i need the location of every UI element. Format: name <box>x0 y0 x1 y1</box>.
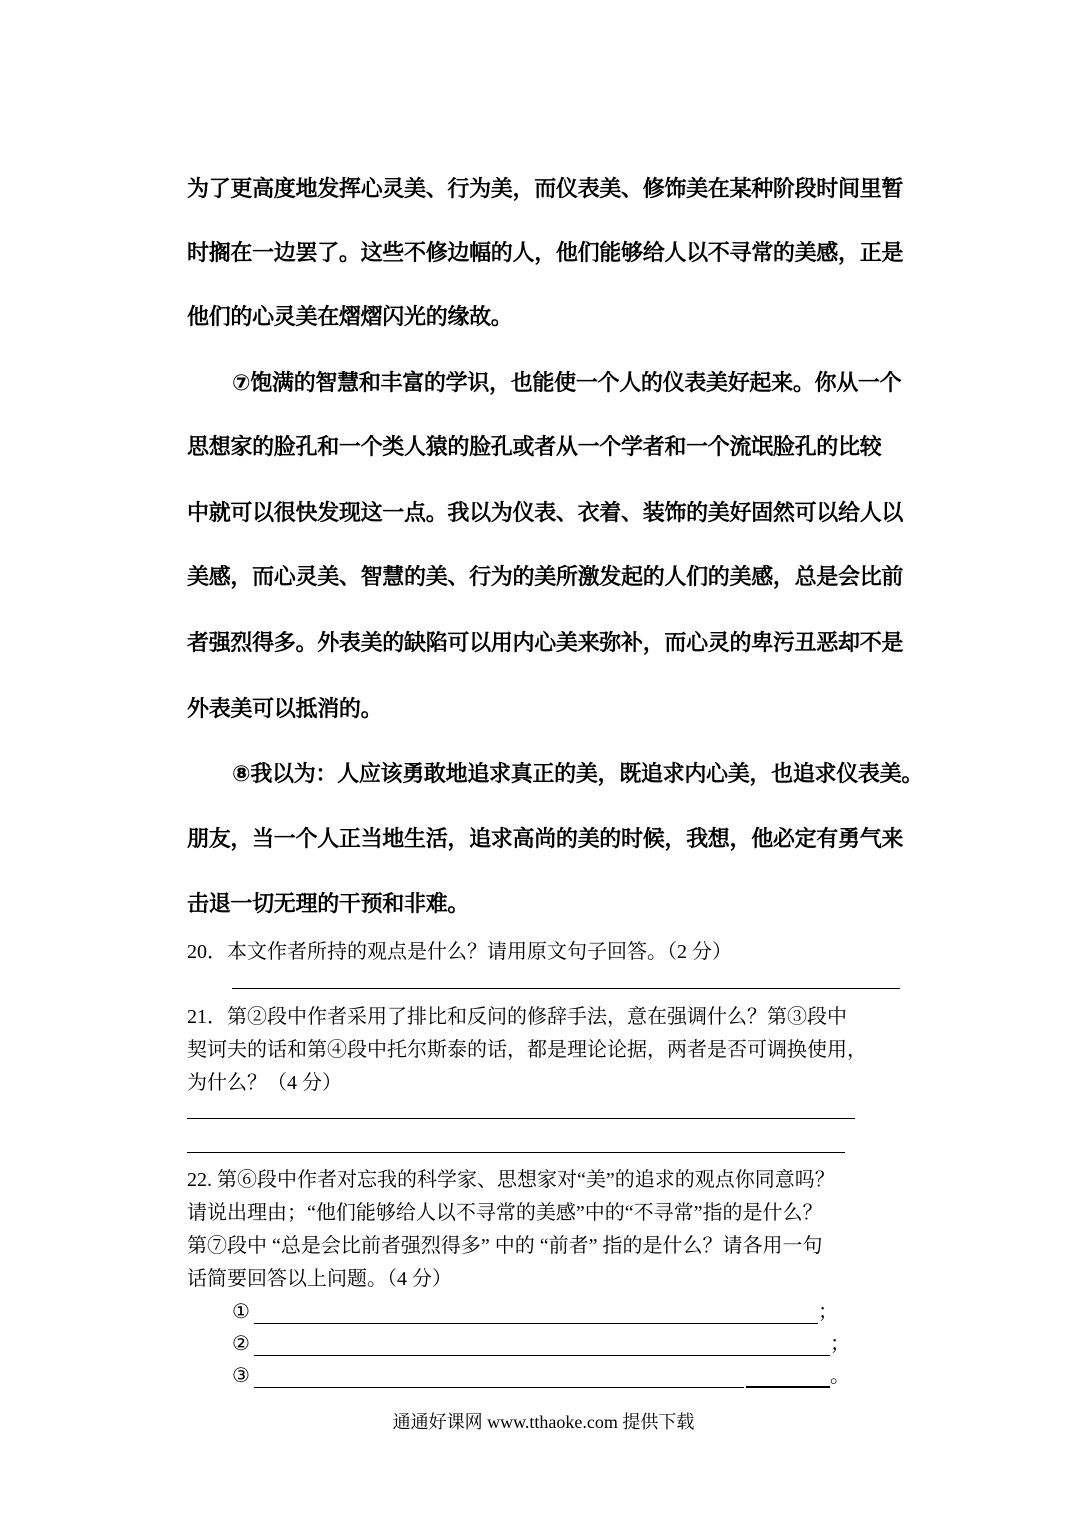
answer-end-mark: ； <box>830 1333 850 1355</box>
answer-number: ③ <box>232 1365 250 1387</box>
passage-line: 时搁在一边罢了。这些不修边幅的人，他们能够给人以不寻常的美感，正是 <box>187 241 904 266</box>
passage-line: 击退一切无理的干预和非难。 <box>187 892 470 917</box>
answer-blank-1[interactable] <box>232 1295 838 1324</box>
answer-number: ① <box>232 1301 250 1323</box>
passage-line: 中就可以很快发现这一点。我以为仪表、衣着、装饰的美好固然可以给人以 <box>187 501 904 526</box>
question-22-line: 22. 第⑥段中作者对忘我的科学家、思想家对“美”的追求的观点你同意吗？ <box>187 1169 835 1191</box>
passage-line: 美感，而心灵美、智慧的美、行为的美所激发起的人们的美感，总是会比前 <box>187 565 904 590</box>
passage-line: 者强烈得多。外表美的缺陷可以用内心美来弥补，而心灵的卑污丑恶却不是 <box>187 631 904 656</box>
answer-blank-3[interactable] <box>232 1359 850 1388</box>
passage-line: 外表美可以抵消的。 <box>187 697 383 722</box>
question-22-line: 请说出理由；“他们能够给人以不寻常的美感”中的“不寻常”指的是什么？ <box>187 1202 823 1224</box>
answer-underline[interactable] <box>254 1303 818 1324</box>
question-20: 20．本文作者所持的观点是什么？请用原文句子回答。（2 分） <box>187 941 732 963</box>
question-22-line: 第⑦段中 “总是会比前者强烈得多” 中的 “前者” 指的是什么？请各用一句 <box>187 1235 823 1257</box>
answer-end-mark: ； <box>818 1301 838 1323</box>
answer-number: ② <box>232 1333 250 1355</box>
page-footer: 通通好课网 www.tthaoke.com 提供下载 <box>392 1412 695 1432</box>
answer-blank-2[interactable] <box>232 1327 850 1356</box>
passage-line: 思想家的脸孔和一个类人猿的脸孔或者从一个学者和一个流氓脸孔的比较 <box>187 435 882 460</box>
question-21-line: 21．第②段中作者采用了排比和反问的修辞手法，意在强调什么？第③段中 <box>187 1006 847 1028</box>
passage-line: 为了更高度地发挥心灵美、行为美，而仪表美、修饰美在某种阶段时间里暂 <box>187 177 904 202</box>
question-22-line: 话简要回答以上问题。（4 分） <box>187 1268 452 1290</box>
passage-line: 朋友，当一个人正当地生活，追求高尚的美的时候，我想，他必定有勇气来 <box>187 827 904 852</box>
answer-line <box>187 1118 855 1119</box>
answer-line <box>187 1152 845 1153</box>
answer-underline[interactable] <box>254 1335 830 1356</box>
question-21-line: 契诃夫的话和第④段中托尔斯泰的话，都是理论论据，两者是否可调换使用， <box>187 1039 867 1061</box>
answer-end-mark: 。 <box>830 1365 850 1387</box>
passage-line: ⑦饱满的智慧和丰富的学识，也能使一个人的仪表美好起来。你从一个 <box>232 371 902 396</box>
answer-line <box>232 988 900 989</box>
question-21-line: 为什么？（4 分） <box>187 1072 342 1094</box>
answer-underline[interactable] <box>254 1367 744 1388</box>
answer-underline[interactable] <box>746 1366 830 1388</box>
passage-line: ⑧我以为：人应该勇敢地追求真正的美，既追求内心美，也追求仪表美。 <box>232 762 924 787</box>
passage-line: 他们的心灵美在熠熠闪光的缘故。 <box>187 305 513 330</box>
